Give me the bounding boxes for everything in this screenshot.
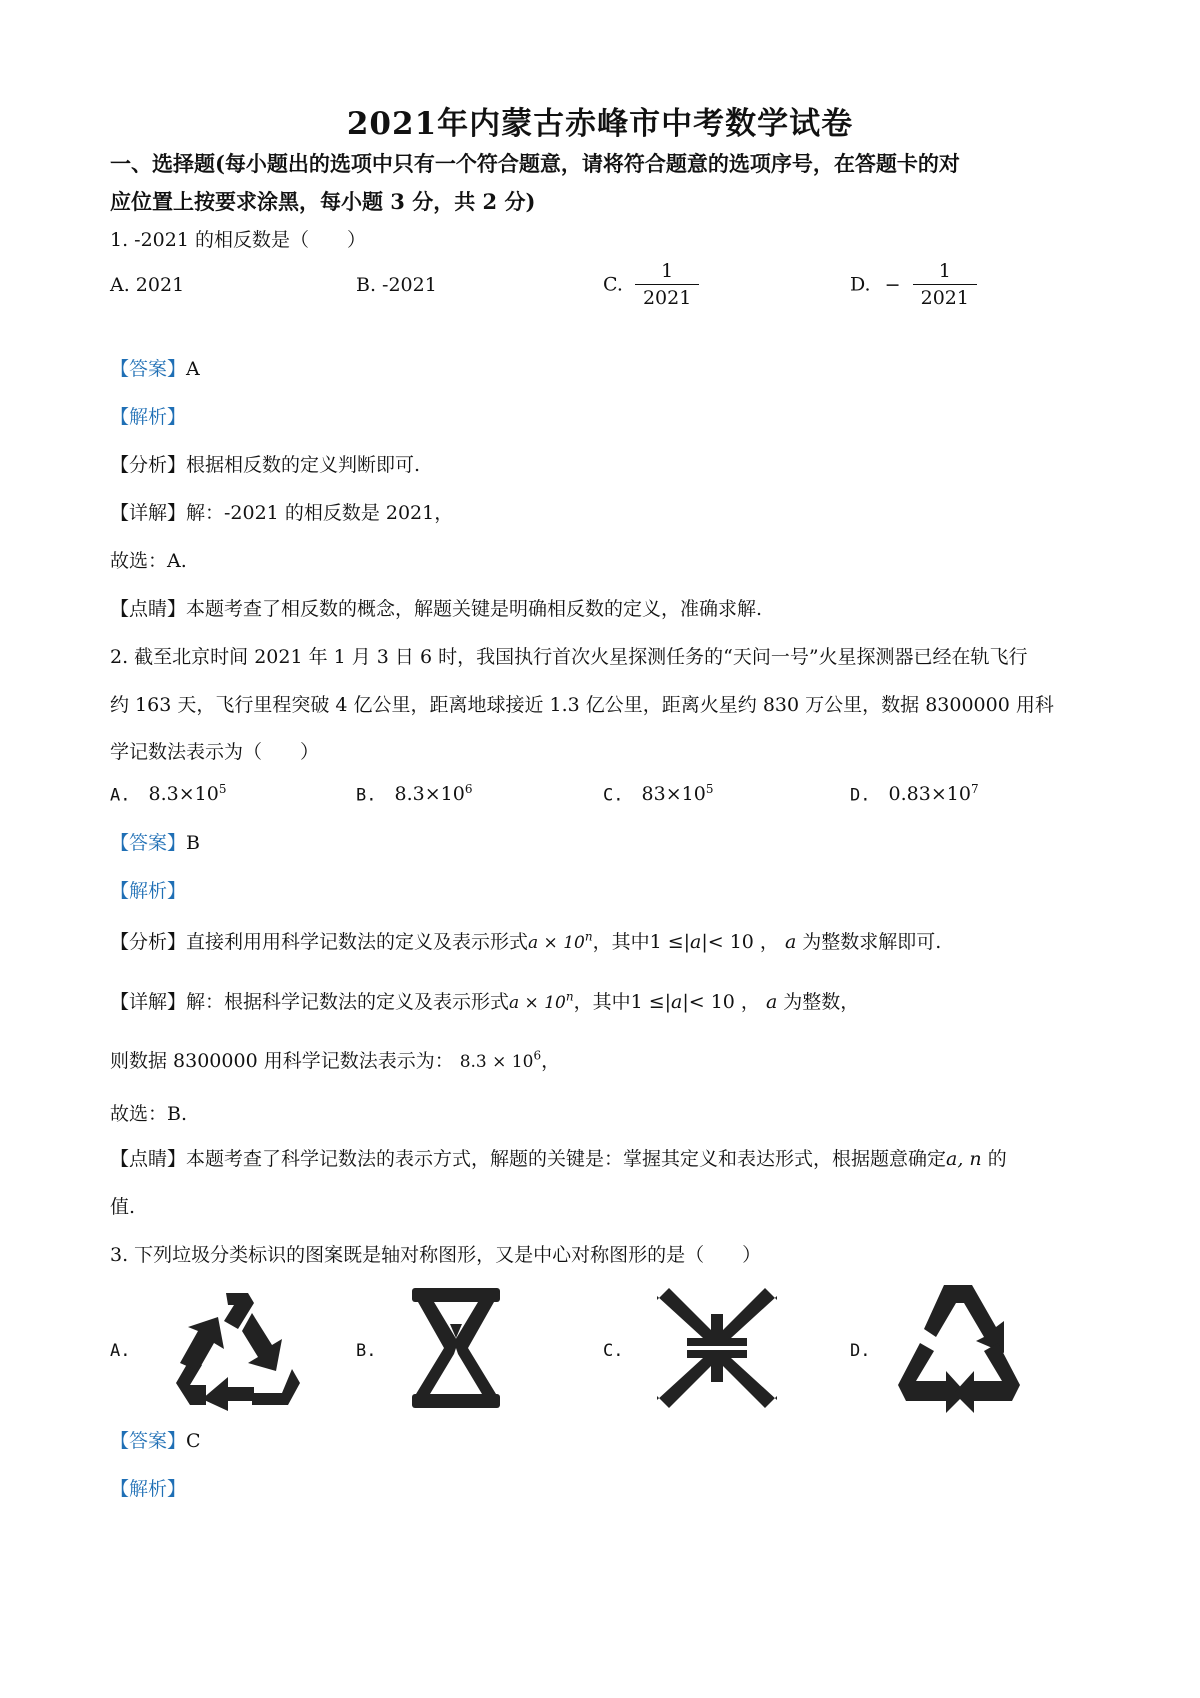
recycle-triangle-split-icon (894, 1281, 1024, 1415)
q2-xiangjie-text-d: 为整数， (777, 991, 860, 1013)
q2-answer-tag: 【答案】 (110, 832, 187, 854)
q2-xiangjie-var-a: a (671, 991, 683, 1013)
q1-option-c-fraction (635, 258, 699, 311)
q1-dianjing: 【点睛】本题考查了相反数的概念，解题关键是明确相反数的定义，准确求解. (110, 598, 763, 620)
q1-option-a: A. 2021 (110, 274, 185, 296)
q3-option-d-label: D. (850, 1341, 871, 1361)
q2-option-d-base: 0.83×10 (888, 783, 971, 806)
q2-option-b-label: B. (356, 785, 377, 806)
q2-option-c-base: 83×10 (641, 783, 706, 806)
q1-option-c-label: C. (603, 273, 623, 296)
q1-option-d-label: D. (850, 273, 871, 296)
q2-option-b-base: 8.3×10 (394, 783, 465, 806)
section-header-line1: 一、选择题(每小题出的选项中只有一个符合题意，请将符合题意的选项序号，在答题卡的对 (110, 151, 960, 176)
q1-option-d-sign: − (884, 273, 901, 296)
q1-option-b: B. -2021 (356, 274, 437, 296)
q2-result (110, 1046, 560, 1073)
q1-option-c-numerator: 1 (635, 258, 699, 285)
q2-result-base: 8.3 × 10 (459, 1052, 534, 1072)
q2-result-text-a: 则数据 8300000 用科学记数法表示为： (110, 1050, 454, 1072)
q2-option-a-label: A. (110, 785, 131, 806)
q2-option-a (110, 782, 227, 805)
q2-xiangjie-text-c: |< 10 ， (682, 991, 760, 1013)
q2-guxuan: 故选：B. (110, 1103, 188, 1125)
page-title: 2021年内蒙古赤峰市中考数学试卷 (346, 106, 854, 142)
q2-dianjing-text-a: 【点睛】本题考查了科学记数法的表示方式，解题的关键是：掌握其定义和表达形式，根据题意确定 (110, 1148, 947, 1170)
q2-analysis-tag: 【解析】 (110, 880, 187, 902)
q2-option-b (356, 782, 473, 805)
q2-fenxi-var-a: a (690, 931, 702, 953)
q2-xiangjie-text-b: ，其中1 ≤| (573, 991, 672, 1013)
q3-option-b-label: B. (356, 1341, 377, 1361)
q2-result-text-b: ， (541, 1050, 561, 1072)
q1-analysis-tag: 【解析】 (110, 406, 187, 428)
hourglass-icon (406, 1286, 506, 1410)
q2-xiangjie-formula: a × 10 (509, 993, 566, 1013)
q2-fenxi-var-a2: a (784, 931, 797, 953)
q2-stem-line3: 学记数法表示为（ ） (110, 741, 320, 763)
q2-option-a-base: 8.3×10 (148, 783, 219, 806)
q2-option-b-exp: 6 (464, 782, 473, 796)
q2-option-d (850, 782, 979, 805)
q2-dianjing-text-b: 的 (981, 1148, 1007, 1170)
q2-fenxi (110, 927, 941, 954)
q2-fenxi-text-c: |< 10 ， (701, 931, 779, 953)
q2-xiangjie (110, 987, 859, 1014)
q3-answer (110, 1426, 201, 1453)
q1-option-d (850, 258, 977, 311)
q3-answer-value: C (186, 1430, 201, 1452)
q2-fenxi-exponent: n (584, 929, 593, 944)
q2-answer-value: B (186, 832, 200, 854)
q1-fenxi: 【分析】根据相反数的定义判断即可. (110, 454, 421, 476)
q2-stem-line2: 约 163 天，飞行里程突破 4 亿公里，距离地球接近 1.3 亿公里，距离火星约 830 万公里，数据 8300000 用科 (110, 694, 1054, 716)
q2-fenxi-text-b: ，其中1 ≤| (592, 931, 691, 953)
q1-option-c-denominator: 2021 (642, 287, 692, 309)
q2-answer (110, 828, 200, 855)
q3-analysis-tag: 【解析】 (110, 1478, 187, 1500)
q1-answer (110, 354, 200, 381)
q2-option-d-exp: 7 (970, 782, 979, 796)
q2-option-d-label: D. (850, 785, 871, 806)
q2-result-exp: 6 (533, 1048, 542, 1063)
q3-stem: 3. 下列垃圾分类标识的图案既是轴对称图形，又是中心对称图形的是（ ） (110, 1244, 762, 1266)
q2-fenxi-formula: a × 10 (528, 933, 585, 953)
q2-stem-line1: 2. 截至北京时间 2021 年 1 月 3 日 6 时，我国执行首次火星探测任务的“天问一号”火星探测器已经在轨飞行 (110, 646, 1028, 668)
recycle-triangle-icon (168, 1283, 308, 1411)
q2-option-c (603, 782, 713, 805)
section-header-line2: 应位置上按要求涂黑，每小题 3 分，共 2 分) (110, 189, 536, 214)
q1-option-c (603, 258, 699, 311)
q1-option-d-fraction (913, 258, 977, 311)
q2-fenxi-text-d: 为整数求解即可. (796, 931, 942, 953)
q1-option-d-numerator: 1 (913, 258, 977, 285)
q1-option-d-denominator: 2021 (920, 287, 969, 309)
q1-answer-value: A (186, 358, 200, 380)
q1-stem: 1. -2021 的相反数是（ ） (110, 229, 366, 251)
q3-option-c-label: C. (603, 1341, 624, 1361)
q2-xiangjie-text-a: 【详解】解：根据科学记数法的定义及表示形式 (110, 991, 510, 1013)
q1-answer-tag: 【答案】 (110, 358, 187, 380)
q1-guxuan: 故选：A. (110, 550, 187, 572)
inward-arrows-x-icon (655, 1286, 779, 1410)
q3-option-a-label: A. (110, 1341, 131, 1361)
q2-option-c-label: C. (603, 785, 624, 806)
q2-fenxi-text-a: 【分析】直接利用用科学记数法的定义及表示形式 (110, 931, 529, 953)
q2-dianjing-vars: a, n (946, 1148, 982, 1170)
q1-xiangjie: 【详解】解：-2021 的相反数是 2021， (110, 502, 454, 524)
q2-option-c-exp: 5 (705, 782, 714, 796)
q2-option-a-exp: 5 (218, 782, 227, 796)
q2-xiangjie-exponent: n (565, 989, 574, 1004)
q2-dianjing (110, 1144, 1007, 1171)
q3-answer-tag: 【答案】 (110, 1430, 187, 1452)
q2-xiangjie-var-a2: a (765, 991, 778, 1013)
q2-dianjing-cont: 值. (110, 1196, 136, 1218)
